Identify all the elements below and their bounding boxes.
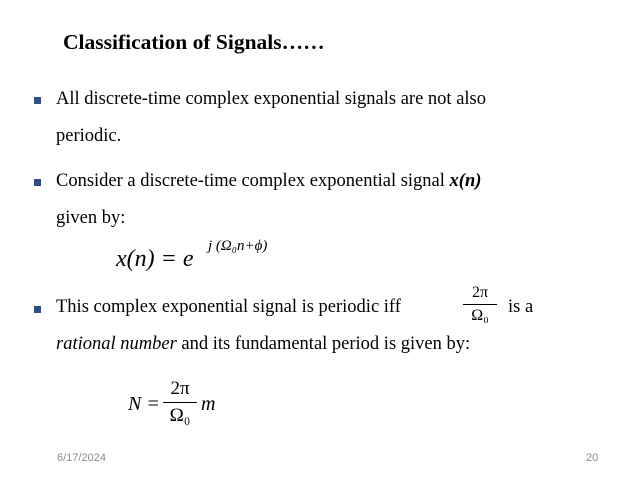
bullet-1-line-2: periodic. — [56, 126, 122, 146]
period-equation-N: N = — [128, 393, 160, 415]
equation-signal — [116, 246, 193, 273]
fraction-denominator: Ω₀ — [471, 307, 489, 324]
periodicity-fraction — [463, 284, 497, 325]
footer-date: 6/17/2024 — [57, 452, 106, 464]
bullet-1-line-1: All discrete-time complex exponential signals are not also — [56, 89, 486, 109]
signal-variable: x(n) — [449, 171, 482, 191]
bullet-2-line-2: given by: — [56, 208, 126, 228]
bullet-marker-3 — [34, 306, 41, 313]
equation-signal-exponent: j (Ω₀n+ϕ) — [208, 238, 268, 254]
page-number: 20 — [586, 452, 599, 464]
period-equation-m: m — [201, 393, 216, 415]
period-equation-fraction — [163, 378, 197, 427]
period-fraction-denominator: Ω₀ — [169, 405, 191, 426]
period-fraction-numerator: 2π — [170, 378, 190, 399]
fraction-bar — [463, 304, 497, 305]
bullet-3-line-2 — [56, 334, 470, 355]
bullet-marker-2 — [34, 179, 41, 186]
bullet-2-text: Consider a discrete-time complex exponential signal — [56, 171, 450, 191]
equation-signal-lhs: x(n) = e — [116, 246, 194, 272]
slide-title: Classification of Signals…… — [63, 30, 325, 54]
bullet-3-line-1-end: is a — [508, 297, 534, 317]
bullet-2-line-1 — [56, 171, 481, 192]
rational-number-term: rational number — [56, 334, 177, 354]
bullet-marker-1 — [34, 97, 41, 104]
fraction-numerator: 2π — [471, 284, 489, 301]
period-equation-lhs — [128, 393, 160, 416]
period-fraction-bar — [163, 402, 197, 403]
bullet-3-line-1-text: This complex exponential signal is periodic iff — [56, 297, 401, 317]
bullet-3-line-2-rest: and its fundamental period is given by: — [176, 334, 471, 354]
